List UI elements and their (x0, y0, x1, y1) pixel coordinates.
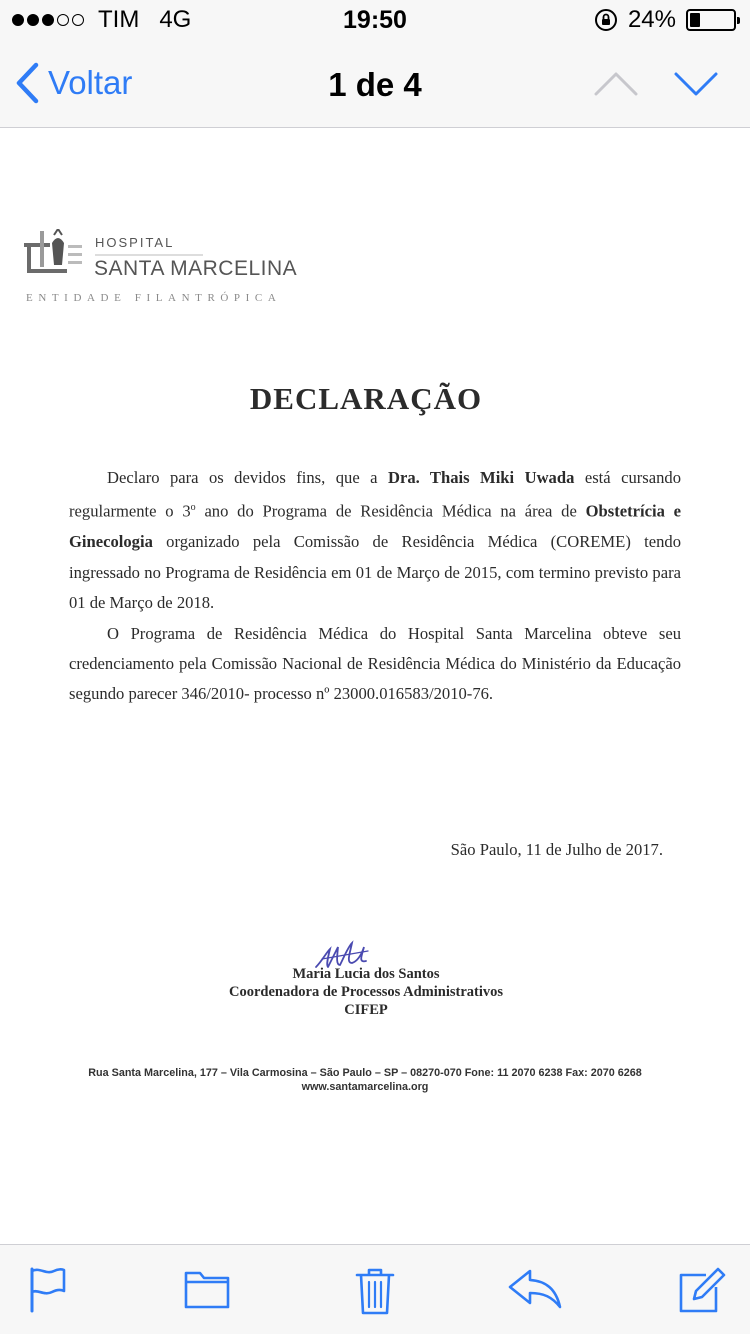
flag-icon[interactable] (28, 1267, 68, 1313)
hospital-logo-icon (24, 229, 86, 279)
status-time: 19:50 (343, 6, 407, 34)
logo-divider (95, 254, 203, 256)
specialty-name: Obstetrícia e Ginecologia (69, 501, 682, 552)
battery-icon (686, 9, 736, 31)
bottom-toolbar (0, 1244, 750, 1334)
battery-fill (690, 13, 700, 27)
navigation-bar (0, 40, 750, 128)
signatory-block (150, 965, 582, 1019)
logo-hospital-text: HOSPITAL (95, 235, 175, 250)
previous-message-button[interactable] (592, 66, 640, 100)
status-right (594, 6, 736, 34)
logo-name-text: SANTA MARCELINA (94, 257, 298, 280)
battery-percent: 24% (627, 6, 676, 33)
paragraph-1-text-c: ano do Programa de Residência Médica na área de (195, 501, 586, 521)
paragraph-2: O Programa de Residência Médica do Hospital Santa Marcelina obteve seu credenciamento pela Comissão Nacional de Residência Médica do Ministério da Educação segundo parecer 346/2010- processo nº 23000.016583/2010-76. (69, 623, 681, 704)
status-bar (0, 0, 750, 40)
document-date: São Paulo, 11 de Julho de 2017. (450, 840, 663, 859)
document-title: DECLARAÇÃO (249, 381, 483, 416)
document-body (69, 463, 681, 710)
paragraph-1-text-a: Declaro para os devidos fins, que a (107, 468, 388, 487)
ordinal-marker: o (190, 502, 196, 514)
signatory-department: CIFEP (344, 1002, 388, 1018)
back-label: Voltar (48, 64, 133, 101)
document-page[interactable] (0, 129, 750, 1244)
network-type: 4G (159, 6, 192, 33)
page-counter-title: 1 de 4 (328, 66, 422, 103)
document-footer-address: Rua Santa Marcelina, 177 – Vila Carmosina – São Paulo – SP – 08270-070 Fone: 11 2070 6238 Fax: 2070 6268 www.santamarcelina.org (88, 1067, 642, 1093)
signatory-name: Maria Lucia dos Santos (292, 966, 440, 982)
paragraph-1-text-b: está cursando regularmente o 3 (69, 468, 681, 521)
resident-name: Dra. Thais Miki Uwada (387, 468, 575, 487)
logo-subtitle-text: ENTIDADE FILANTRÓPICA (26, 292, 282, 304)
orientation-lock-icon (594, 8, 618, 32)
paragraph-1 (69, 463, 681, 619)
paragraph-1-text-d: organizado pela Comissão de Residência Médica (COREME) tendo ingressado no Programa de Residência em 01 de Março de 2015, com termino previsto para 01 de Março de 2018. (69, 532, 681, 613)
next-message-button[interactable] (672, 66, 720, 100)
signatory-role: Coordenadora de Processos Administrativos (228, 984, 504, 1000)
trash-icon[interactable] (355, 1267, 395, 1315)
carrier-name: TIM (98, 6, 140, 33)
folder-icon[interactable] (184, 1267, 230, 1309)
compose-icon[interactable] (678, 1267, 726, 1315)
reply-icon[interactable] (508, 1267, 562, 1309)
